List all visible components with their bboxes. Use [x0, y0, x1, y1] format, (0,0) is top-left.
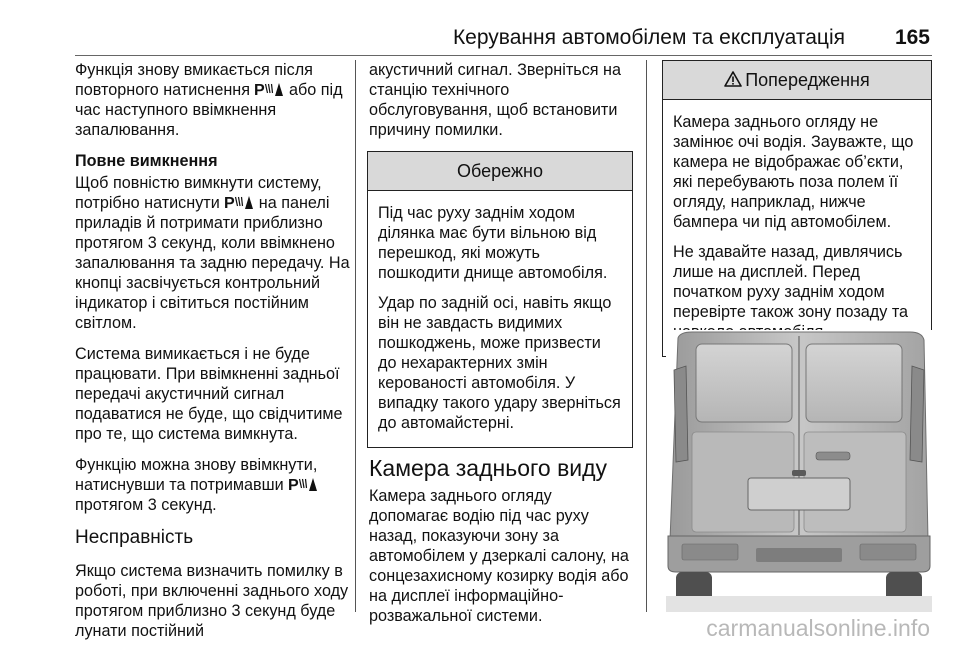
warning-triangle-icon — [724, 70, 742, 86]
caution-paragraph: Під час руху заднім ходом ділянка має бути вільною від перешкод, які можуть пошкодити днище автомобіля. — [378, 204, 608, 282]
heading-rear-camera: Камера заднього виду — [369, 455, 608, 481]
watermark: carmanualsonline.info — [706, 615, 930, 641]
paragraph-text: або під час наступного ввімкнення запалювання. — [75, 81, 343, 139]
paragraph: Якщо система визначить помилку в роботі, при включенні заднього ходу протягом приблизно 3 секунд буде лунати постійний — [75, 562, 349, 640]
header-divider — [75, 55, 932, 56]
svg-text:P: P — [288, 477, 299, 493]
caution-paragraph: Удар по задній осі, навіть якщо він не завдасть видимих пошкоджень, може призвести до нехарактерних змін керованості автомобіля. У випадку такого удару зверніться до автомайстерні. — [378, 294, 621, 432]
subheading-full-off: Повне вимкнення — [75, 152, 218, 170]
paragraph — [75, 60, 353, 140]
warning-box-body — [663, 100, 931, 356]
svg-text:P: P — [224, 195, 235, 211]
column-divider-2 — [646, 60, 647, 612]
paragraph: акустичний сигнал. Зверніться на станцію технічного обслуговування, щоб встановити причину помилки. — [369, 61, 621, 139]
caution-box-title: Обережно — [368, 152, 632, 191]
paragraph — [75, 455, 353, 515]
svg-text:P: P — [254, 82, 266, 98]
park-assist-icon — [288, 475, 318, 493]
heading-fault: Несправність — [75, 527, 194, 548]
column-3 — [662, 60, 932, 357]
warning-box — [662, 60, 932, 357]
warning-paragraph: Не здавайте назад, дивлячись лише на дисплей. Перед початком руху заднім ходом перевірте також зону позаду та — [673, 243, 909, 321]
page-number: 165 — [894, 26, 930, 49]
page-title: Керування автомобілем та експлуатація — [452, 26, 845, 49]
paragraph-text: Функція знову вмикається після повторного натиснення — [75, 61, 313, 99]
page-header — [0, 0, 960, 58]
park-assist-icon — [224, 193, 254, 211]
paragraph — [75, 173, 353, 333]
column-1 — [75, 60, 353, 652]
paragraph: Система вимикається і не буде працювати. При ввімкненні задньої передачі акустичний сигнал подаватися не буде, що свідчитиме про те, що система вимкнута. — [75, 345, 343, 443]
caution-box — [367, 151, 633, 448]
paragraph-text: на панелі приладів й потримати приблизно протягом 3 секунд, коли ввімкнено запалювання та задню передачу. На кнопці засвічується контрольний індикатор і світиться постійним світлом. — [75, 194, 350, 332]
paragraph-text: протягом 3 секунд. — [75, 496, 217, 514]
caution-box-body — [368, 191, 632, 447]
column-2 — [369, 60, 633, 637]
warning-paragraph: Камера заднього огляду не замінює очі водія. Зауважте, що камера не відображає об’єкти, які перебувають поза полем її огляду, наприклад, нижче бампера чи під автомобілем. — [673, 113, 914, 231]
van-rear-illustration — [666, 330, 932, 612]
van-rear-figure — [666, 330, 932, 612]
warning-box-title: Попередження — [745, 70, 870, 90]
paragraph: Камера заднього огляду допомагає водію під час руху назад, показуючи зону за автомобілем у дзеркалі салону, на сонцезахисному козирку водія або на дисплеї інформаційно-розважальної системи. — [369, 487, 629, 625]
column-divider-1 — [355, 60, 356, 612]
paragraph-text: Функцію можна знову ввімкнути, натиснувши та потримавши — [75, 456, 318, 494]
park-assist-icon — [254, 80, 284, 98]
warning-box-header — [663, 61, 931, 100]
paragraph-text: Щоб повністю вимкнути систему, потрібно натиснути — [75, 174, 322, 212]
